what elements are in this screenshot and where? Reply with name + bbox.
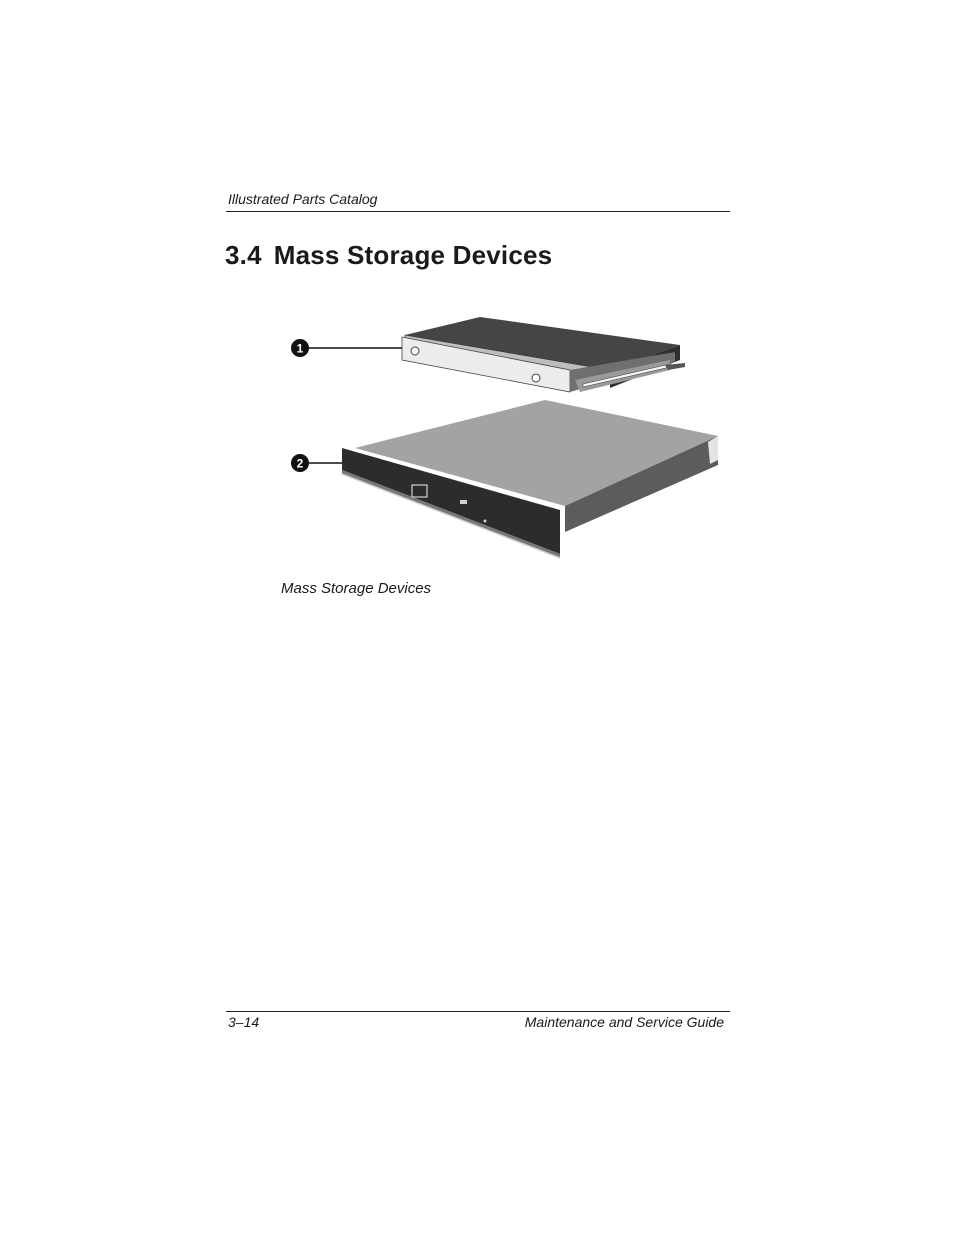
page-number: 3–14 [228, 1014, 260, 1030]
callout-1 [291, 339, 402, 357]
section-number: 3.4 [225, 240, 262, 270]
guide-title: Maintenance and Service Guide [524, 1014, 724, 1030]
callout-2-label: 2 [296, 456, 304, 471]
callout-2 [291, 454, 342, 472]
optical-drive-illustration [342, 400, 718, 558]
figure-caption: Mass Storage Devices [281, 580, 432, 597]
callout-1-label: 1 [296, 341, 304, 356]
mass-storage-figure [280, 310, 730, 565]
section-title [225, 240, 552, 271]
running-header: Illustrated Parts Catalog [228, 191, 378, 207]
section-title-text: Mass Storage Devices [273, 240, 553, 270]
hard-drive-illustration [402, 317, 685, 392]
mass-storage-illustration [280, 310, 730, 565]
footer-rule [226, 1011, 730, 1012]
header-rule [226, 211, 730, 212]
